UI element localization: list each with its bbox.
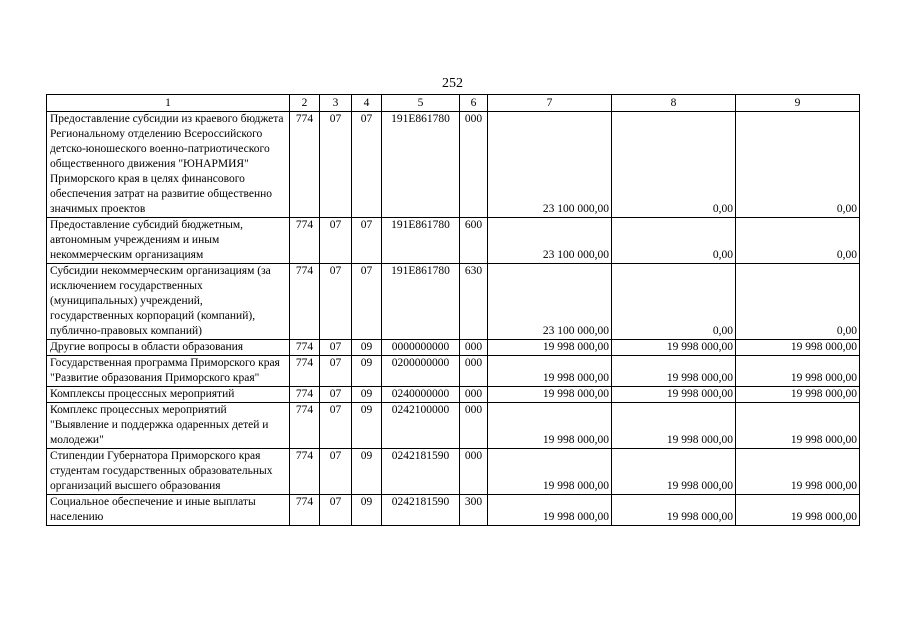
ministry-code: 774	[290, 403, 320, 449]
header-cell: 1	[47, 95, 290, 112]
amount-col-7: 19 998 000,00	[488, 387, 612, 403]
amount-col-8: 19 998 000,00	[612, 449, 736, 495]
row-description: Стипендии Губернатора Приморского края студентам государственных образовательных организаций высшего образования	[47, 449, 290, 495]
amount-col-9: 0,00	[736, 264, 860, 340]
amount-col-9: 19 998 000,00	[736, 356, 860, 387]
expense-type-code: 000	[460, 387, 488, 403]
subsection-code: 09	[352, 356, 382, 387]
expense-type-code: 000	[460, 356, 488, 387]
page-number: 252	[442, 76, 463, 91]
amount-col-8: 19 998 000,00	[612, 495, 736, 526]
ministry-code: 774	[290, 449, 320, 495]
amount-col-7: 23 100 000,00	[488, 264, 612, 340]
subsection-code: 07	[352, 218, 382, 264]
target-article-code: 191E861780	[382, 112, 460, 218]
budget-table	[46, 94, 860, 526]
amount-col-9: 19 998 000,00	[736, 495, 860, 526]
amount-col-7: 19 998 000,00	[488, 340, 612, 356]
amount-col-8: 19 998 000,00	[612, 387, 736, 403]
subsection-code: 07	[352, 112, 382, 218]
amount-col-9: 19 998 000,00	[736, 340, 860, 356]
expense-type-code: 300	[460, 495, 488, 526]
amount-col-8: 0,00	[612, 112, 736, 218]
section-code: 07	[320, 340, 352, 356]
expense-type-code: 600	[460, 218, 488, 264]
amount-col-8: 0,00	[612, 264, 736, 340]
header-cell: 5	[382, 95, 460, 112]
amount-col-9: 0,00	[736, 112, 860, 218]
ministry-code: 774	[290, 112, 320, 218]
header-cell: 4	[352, 95, 382, 112]
section-code: 07	[320, 449, 352, 495]
table-row	[47, 495, 860, 526]
row-description: Предоставление субсидий бюджетным, автономным учреждениям и иным некоммерческим организациям	[47, 218, 290, 264]
subsection-code: 09	[352, 340, 382, 356]
target-article-code: 191E861780	[382, 218, 460, 264]
amount-col-8: 0,00	[612, 218, 736, 264]
amount-col-7: 19 998 000,00	[488, 495, 612, 526]
ministry-code: 774	[290, 495, 320, 526]
row-description: Государственная программа Приморского края "Развитие образования Приморского края"	[47, 356, 290, 387]
ministry-code: 774	[290, 218, 320, 264]
subsection-code: 09	[352, 403, 382, 449]
target-article-code: 0242181590	[382, 449, 460, 495]
section-code: 07	[320, 112, 352, 218]
section-code: 07	[320, 264, 352, 340]
header-row	[47, 95, 860, 112]
target-article-code: 0200000000	[382, 356, 460, 387]
table-body	[47, 112, 860, 526]
row-description: Комплекс процессных мероприятий "Выявление и поддержка одаренных детей и молодежи"	[47, 403, 290, 449]
amount-col-8: 19 998 000,00	[612, 403, 736, 449]
subsection-code: 09	[352, 387, 382, 403]
expense-type-code: 000	[460, 112, 488, 218]
amount-col-7: 23 100 000,00	[488, 112, 612, 218]
expense-type-code: 000	[460, 449, 488, 495]
header-cell: 9	[736, 95, 860, 112]
table-row	[47, 264, 860, 340]
header-cell: 7	[488, 95, 612, 112]
amount-col-7: 19 998 000,00	[488, 403, 612, 449]
table-row	[47, 403, 860, 449]
ministry-code: 774	[290, 340, 320, 356]
ministry-code: 774	[290, 387, 320, 403]
ministry-code: 774	[290, 356, 320, 387]
amount-col-9: 19 998 000,00	[736, 449, 860, 495]
table-row	[47, 449, 860, 495]
amount-col-8: 19 998 000,00	[612, 356, 736, 387]
section-code: 07	[320, 356, 352, 387]
row-description: Другие вопросы в области образования	[47, 340, 290, 356]
amount-col-8: 19 998 000,00	[612, 340, 736, 356]
header-cell: 3	[320, 95, 352, 112]
subsection-code: 07	[352, 264, 382, 340]
amount-col-9: 19 998 000,00	[736, 387, 860, 403]
section-code: 07	[320, 218, 352, 264]
table-row	[47, 218, 860, 264]
amount-col-7: 19 998 000,00	[488, 356, 612, 387]
header-cell: 6	[460, 95, 488, 112]
row-description: Социальное обеспечение и иные выплаты населению	[47, 495, 290, 526]
header-cell: 8	[612, 95, 736, 112]
target-article-code: 191E861780	[382, 264, 460, 340]
table-row	[47, 340, 860, 356]
target-article-code: 0242100000	[382, 403, 460, 449]
table-row	[47, 112, 860, 218]
table-row	[47, 356, 860, 387]
subsection-code: 09	[352, 449, 382, 495]
expense-type-code: 000	[460, 340, 488, 356]
ministry-code: 774	[290, 264, 320, 340]
section-code: 07	[320, 403, 352, 449]
expense-type-code: 630	[460, 264, 488, 340]
row-description: Комплексы процессных мероприятий	[47, 387, 290, 403]
row-description: Субсидии некоммерческим организациям (за исключением государственных (муниципальных) учреждений, государственных корпораций (компаний), публично-правовых компаний)	[47, 264, 290, 340]
expense-type-code: 000	[460, 403, 488, 449]
row-description: Предоставление субсидии из краевого бюджета Региональному отделению Всероссийского детско-юношеского военно-патриотического общественного движения "ЮНАРМИЯ" Приморского края в целях финансового обеспечения затрат на развитие общественно значимых проектов	[47, 112, 290, 218]
amount-col-9: 0,00	[736, 218, 860, 264]
header-cell: 2	[290, 95, 320, 112]
section-code: 07	[320, 495, 352, 526]
target-article-code: 0000000000	[382, 340, 460, 356]
amount-col-7: 23 100 000,00	[488, 218, 612, 264]
amount-col-7: 19 998 000,00	[488, 449, 612, 495]
target-article-code: 0242181590	[382, 495, 460, 526]
subsection-code: 09	[352, 495, 382, 526]
amount-col-9: 19 998 000,00	[736, 403, 860, 449]
table-row	[47, 387, 860, 403]
section-code: 07	[320, 387, 352, 403]
target-article-code: 0240000000	[382, 387, 460, 403]
